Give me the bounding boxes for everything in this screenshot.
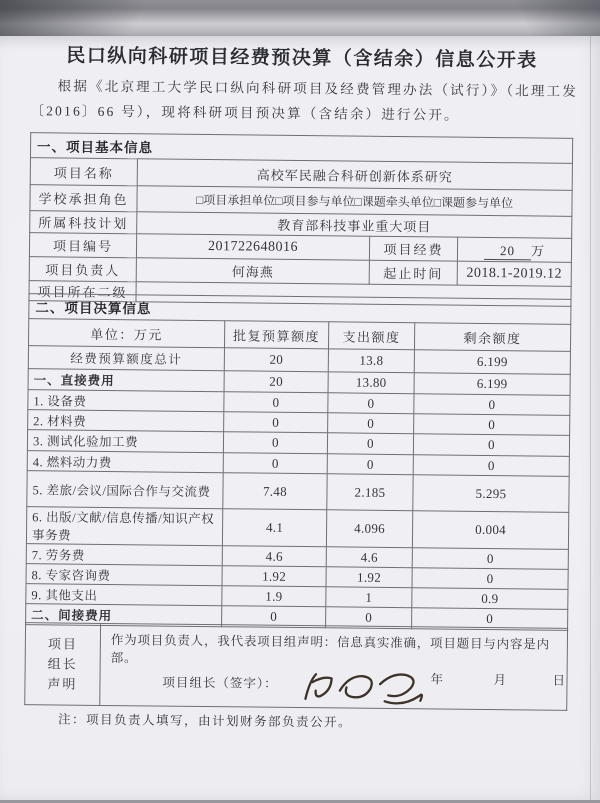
project-leader-label: 项目负责人: [29, 257, 136, 282]
school-role-label: 学校承担角色: [30, 185, 137, 212]
budget-value: 0: [224, 412, 328, 433]
spent-value: 1: [326, 587, 412, 608]
column-header-budget: 批复预算额度: [224, 321, 328, 349]
basic-info-table: [28, 132, 573, 307]
date-month-label: 月: [493, 673, 507, 688]
budget-value: 4.1: [222, 509, 326, 547]
column-header-spent: 支出额度: [328, 322, 414, 350]
funds-unit: 万: [530, 242, 546, 259]
budget-value: 20: [224, 371, 328, 393]
period-label: 起止时间: [369, 260, 457, 285]
budget-value: 0: [224, 392, 328, 413]
side-label-line: 项目: [47, 635, 78, 652]
spent-value: 13.80: [328, 372, 414, 394]
budget-value: 1.92: [222, 566, 326, 587]
row-label: 3. 测试化验加工费: [27, 430, 223, 453]
budget-value: 7.48: [223, 473, 327, 510]
remain-value: 0: [413, 434, 569, 457]
remain-value: 0: [412, 568, 568, 590]
remain-value: 0: [414, 414, 570, 436]
project-name-label: 项目名称: [30, 158, 137, 186]
spent-value: 0: [327, 454, 413, 475]
spent-value: 0: [328, 393, 414, 414]
project-number-label: 项目编号: [29, 233, 136, 258]
date-day-label: 日: [552, 673, 566, 688]
spent-value: 13.8: [328, 349, 414, 373]
final-accounts-section-title: 二、项目决算信息: [29, 294, 571, 325]
final-accounts-table: [25, 293, 571, 631]
project-name-value: 高校军民融合科研创新体系研究: [137, 159, 572, 191]
project-funds-label: 项目经费: [369, 236, 457, 261]
remain-value: 5.295: [413, 475, 569, 513]
handwritten-signature: [294, 660, 431, 710]
spent-value: 4.096: [326, 510, 412, 548]
spent-value: 1.92: [326, 567, 412, 588]
date-year-label: 年: [430, 672, 444, 687]
sign-label: 项目组长（签字）：: [162, 675, 278, 691]
declaration-side-label: [25, 623, 101, 706]
table-row: [27, 471, 569, 513]
budget-value: 0: [222, 606, 326, 628]
remain-value: 0: [412, 548, 568, 570]
intro-paragraph: [30, 73, 578, 129]
budget-value: 20: [224, 348, 328, 372]
intro-line-2: 〔2016〕66 号），现将科研项目预决算（含结余）进行公开。: [30, 103, 460, 123]
sci-plan-value: 教育部科技事业重大项目: [137, 212, 572, 239]
remain-value: 0: [414, 394, 570, 416]
spent-value: 0: [327, 433, 413, 455]
row-label: 8. 专家咨询费: [26, 564, 222, 586]
row-label: 9. 其他支出: [26, 584, 222, 606]
row-label: 5. 差旅/会议/国际合作与交流费: [27, 471, 223, 509]
budget-value: 0: [223, 453, 327, 474]
basic-info-section-title: 一、项目基本信息: [30, 133, 572, 164]
secondary-unit-label: 项目所在二级: [29, 281, 136, 302]
budget-value: 4.6: [222, 546, 326, 567]
remain-value: 0.004: [412, 511, 568, 550]
table-row: [26, 507, 568, 550]
remain-value: 6.199: [414, 350, 570, 375]
row-label: 二、间接费用: [26, 604, 222, 627]
budget-value: 1.9: [222, 586, 326, 607]
spent-value: 4.6: [326, 547, 412, 568]
budget-value: 0: [223, 432, 327, 454]
page-title: 民口纵向科研项目经费预决算（含结余）信息公开表: [66, 44, 538, 72]
period-value: 2018.1-2019.12: [457, 261, 571, 286]
spent-value: 2.185: [327, 474, 413, 511]
row-label: 一、直接费用: [28, 369, 224, 392]
column-header-unit: 单位：万元: [28, 319, 224, 348]
remain-value: 0: [413, 455, 569, 477]
funds-amount: 20: [484, 242, 531, 259]
paper-sheet: [0, 36, 600, 800]
intro-line-1: 根据《北京理工大学民口纵向科研项目及经费管理办法（试行）》（北理工发: [57, 78, 579, 99]
remain-value: 0: [412, 608, 568, 631]
declaration-body-cell: [100, 623, 568, 710]
signature-row: [100, 658, 566, 709]
project-number-value: 201722648016: [136, 234, 369, 260]
row-label: 2. 材料费: [28, 410, 224, 432]
row-label: 7. 劳务费: [26, 544, 222, 566]
project-funds-value: [457, 237, 571, 262]
school-role-options: □项目承担单位□项目参与单位□课题牵头单位□课题参与单位: [137, 186, 572, 217]
photo-background-band: [0, 0, 600, 38]
footnote: 注：项目负责人填写，由计划财务部负责公开。: [58, 712, 353, 730]
form-content: [0, 33, 600, 803]
project-leader-value: 何海燕: [136, 258, 369, 284]
remain-value: 0.9: [412, 588, 568, 610]
column-header-remain: 剩余额度: [414, 323, 570, 352]
row-label: 经费预算额度总计: [28, 346, 224, 371]
row-label: 6. 出版/文献/信息传播/知识产权事务费: [26, 507, 222, 546]
row-label: 4. 燃料动力费: [27, 451, 223, 473]
side-label-line: 声明: [47, 675, 78, 692]
declaration-statement: 作为项目负责人，我代表项目组声明：信息真实准确，项目题目与内容是内部。: [110, 633, 550, 666]
spent-value: 0: [326, 607, 412, 629]
sci-plan-label: 所属科技计划: [30, 211, 137, 234]
remain-value: 6.199: [414, 373, 570, 396]
row-label: 1. 设备费: [28, 390, 224, 412]
declaration-table: [24, 622, 568, 711]
spent-value: 0: [328, 413, 414, 434]
side-label-line: 组长: [47, 655, 78, 672]
